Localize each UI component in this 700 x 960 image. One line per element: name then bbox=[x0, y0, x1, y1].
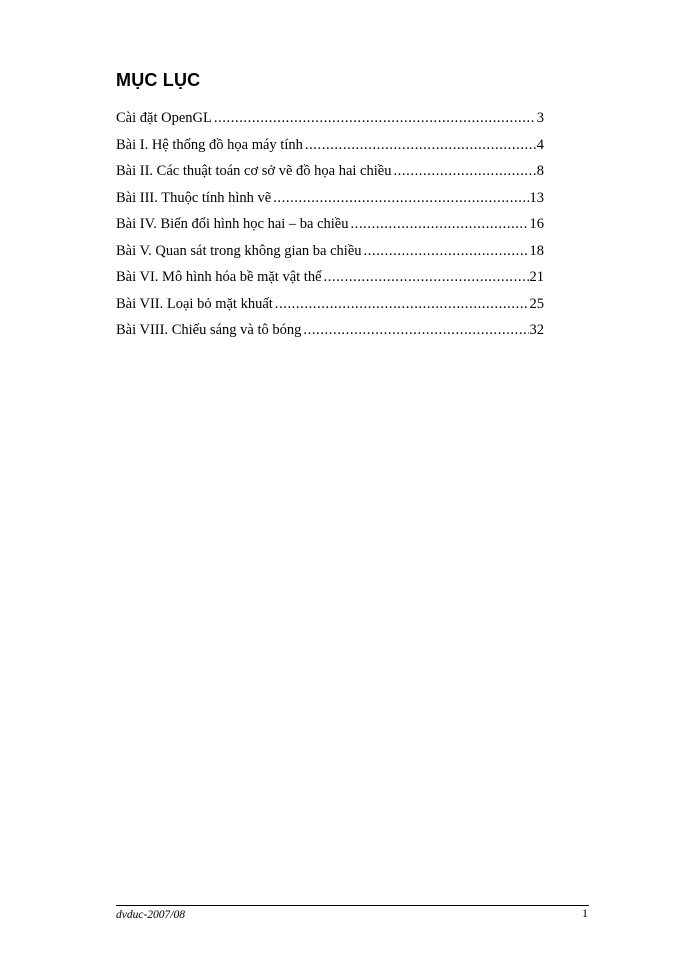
toc-entry-page: 16 bbox=[529, 216, 544, 232]
toc-entry-page: 3 bbox=[536, 110, 544, 126]
toc-entry-page: 4 bbox=[536, 136, 544, 153]
toc-entry-bai-5[interactable] bbox=[116, 243, 544, 270]
toc-title: MỤC LỤC bbox=[116, 70, 201, 90]
toc-entry-bai-2[interactable] bbox=[116, 163, 544, 190]
toc-leader-dots bbox=[351, 216, 529, 233]
toc-entry-page: 25 bbox=[529, 295, 544, 312]
toc-entry-bai-8[interactable] bbox=[116, 322, 544, 349]
toc-entry-page: 18 bbox=[529, 242, 544, 259]
toc-entry-bai-6[interactable] bbox=[116, 269, 544, 296]
toc-entry-label: Cài đặt OpenGL bbox=[116, 110, 212, 126]
footer-page-number: 1 bbox=[582, 906, 588, 920]
toc-entry-bai-1[interactable] bbox=[116, 137, 544, 164]
toc-list bbox=[116, 110, 544, 349]
toc-entry-page: 8 bbox=[536, 163, 544, 179]
toc-entry-label: Bài VIII. Chiếu sáng và tô bóng bbox=[116, 322, 302, 338]
toc-leader-dots bbox=[364, 243, 529, 260]
toc-leader-dots bbox=[214, 110, 536, 127]
toc-entry-label: Bài VI. Mô hình hóa bề mặt vật thể bbox=[116, 269, 322, 285]
toc-entry-bai-4[interactable] bbox=[116, 216, 544, 243]
toc-entry-label: Bài III. Thuộc tính hình vẽ bbox=[116, 189, 272, 206]
toc-leader-dots bbox=[275, 296, 529, 313]
toc-entry-page: 13 bbox=[529, 189, 544, 206]
toc-entry-bai-3[interactable] bbox=[116, 190, 544, 217]
footer-divider bbox=[116, 905, 589, 906]
toc-leader-dots bbox=[324, 269, 529, 286]
toc-leader-dots bbox=[273, 190, 528, 207]
toc-entry-label: Bài V. Quan sát trong không gian ba chiều bbox=[116, 242, 362, 259]
toc-entry-page: 21 bbox=[529, 269, 544, 285]
toc-entry-opengl[interactable] bbox=[116, 110, 544, 137]
toc-leader-dots bbox=[305, 137, 536, 154]
toc-leader-dots bbox=[393, 163, 535, 180]
toc-entry-label: Bài VII. Loại bỏ mặt khuất bbox=[116, 295, 273, 312]
toc-entry-bai-7[interactable] bbox=[116, 296, 544, 323]
toc-entry-label: Bài I. Hệ thống đồ họa máy tính bbox=[116, 136, 303, 153]
toc-entry-label: Bài IV. Biến đổi hình học hai – ba chiều bbox=[116, 216, 349, 232]
toc-entry-label: Bài II. Các thuật toán cơ sở vẽ đồ họa hai chiều bbox=[116, 163, 392, 179]
toc-entry-page: 32 bbox=[529, 322, 544, 338]
footer-author-year: dvduc-2007/08 bbox=[116, 909, 185, 921]
toc-leader-dots bbox=[303, 322, 528, 339]
